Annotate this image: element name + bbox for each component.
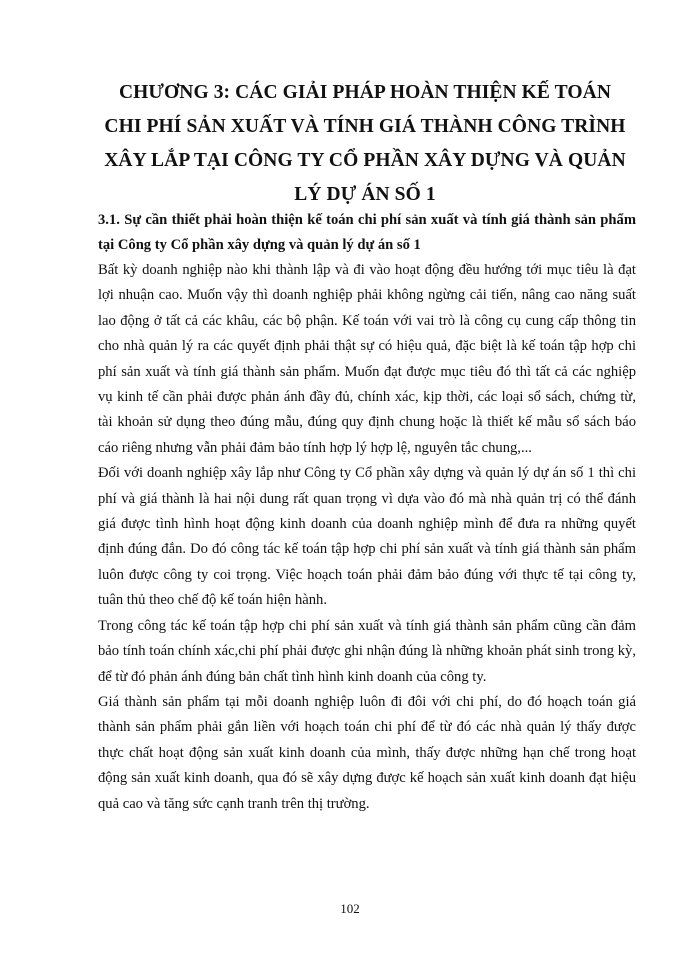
paragraph: Giá thành sản phẩm tại mỗi doanh nghiệp luôn đi đôi với chi phí, do đó hoạch toán giá thành sản phẩm phải gắn liền với hoạch toán chi phí để từ đó các nhà quản lý thấy được thực chất hoạt động sản xuất kinh doanh của mình, thấy được những hạn chế trong hoạt động sản xuất kinh doanh, qua đó sẽ xây dựng được kế hoạch sản xuất kinh doanh đạt hiệu quả cao và tăng sức cạnh tranh trên thị trường. [98,693,636,812]
paragraph: Trong công tác kế toán tập hợp chi phí sản xuất và tính giá thành sản phẩm cũng cần đảm bảo tính toán chính xác,chi phí phải được ghi nhận đúng là những khoản phát sinh trong kỳ, để từ đó phản ánh đúng bản chất tình hình kinh doanh của công ty. [98,617,636,685]
paragraph: Đối với doanh nghiệp xây lắp như Công ty Cổ phần xây dựng và quản lý dự án số 1 thì chi phí và giá thành là hai nội dung rất quan trọng vì dựa vào đó mà nhà quản trị có thể đánh giá được tình hình hoạt động kinh doanh của doanh nghiệp mình để đưa ra những quyết định đúng đắn. Do đó công tác kế toán tập hợp chi phí sản xuất và tính giá thành sản phẩm luôn được công ty coi trọng. Việc hoạch toán phải đảm bảo đúng với thực tế tại công ty, tuân thủ theo chế độ kế toán hiện hành. [98,465,636,609]
page-number: 102 [340,901,360,916]
section-heading: 3.1. Sự cần thiết phải hoàn thiện kế toán chi phí sản xuất và tính giá thành sản phẩm tại Công ty Cổ phần xây dựng và quản lý dự án số 1 [98,212,636,253]
chapter-title: CHƯƠNG 3: CÁC GIẢI PHÁP HOÀN THIỆN KẾ TOÁN CHI PHÍ SẢN XUẤT VÀ TÍNH GIÁ THÀNH CÔNG TRÌNH XÂY LẮP TẠI CÔNG TY CỔ PHẦN XÂY DỰNG VÀ QUẢN LÝ DỰ ÁN SỐ 1 [104,82,626,205]
body-text [98,258,636,817]
paragraph: Bất kỳ doanh nghiệp nào khi thành lập và đi vào hoạt động đều hướng tới mục tiêu là đạt lợi nhuận cao. Muốn vậy thì doanh nghiệp phải không ngừng cải tiến, nâng cao năng suất lao động ở tất cả các khâu, các bộ phận. Kế toán với vai trò là công cụ cung cấp thông tin cho nhà quản lý ra các quyết định phải thật sự có hiệu quả, đặc biệt là kế toán tập hợp chi phí sản xuất và tính giá thành sản phẩm. Muốn đạt được mục tiêu đó thì tất cả các nghiệp vụ kinh tế cần phải được phản ánh đầy đủ, chính xác, kịp thời, các loại sổ sách, chứng từ, tài khoản sử dụng theo đúng mẫu, đúng quy định chung hoặc là thiết kế mẫu sổ sách báo cáo riêng nhưng vẫn phải đảm bảo tính hợp lý hợp lệ, nguyên tắc chung,... [98,262,636,456]
